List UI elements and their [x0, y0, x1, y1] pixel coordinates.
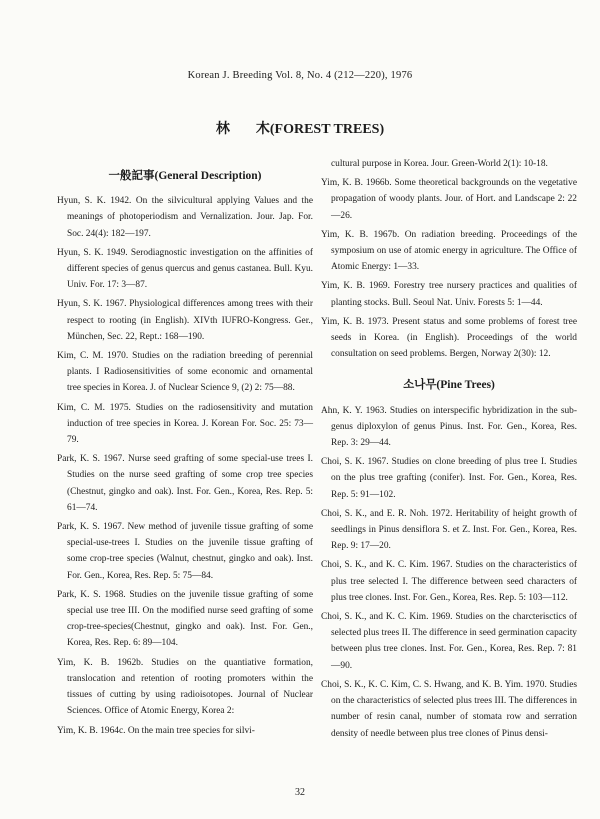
reference-continuation: cultural purpose in Korea. Jour. Green-World 2(1): 10-18. — [331, 159, 548, 169]
section-title-hanja: 林 — [215, 122, 230, 137]
reference-entry: Choi, S. K., and K. C. Kim. 1967. Studies on the characteristics of plus tree selected I. The difference between seed characters of plus tree clones. Inst. For. Gen., Korea, Res. Rep. 5: 103—112. — [321, 560, 577, 603]
reference-entry: Yim, K. B. 1966b. Some theoretical backgrounds on the vegetative propagation of woody plants. Jour. of Hort. and Landscape 2: 22—26. — [321, 178, 577, 221]
reference-entry: Yim, K. B. 1973. Present status and some problems of forest tree seeds in Korea. (in English). Proceedings of the world consultation on seed problems. Bergen, Norway 2(30): 12. — [321, 316, 577, 360]
general-description-heading: 一般記事(General Description) — [108, 170, 262, 182]
reference-entry: Hyun, S. K. 1942. On the silvicultural applying Values and the meanings of photoperiodism and Vernalization. Jour. Jap. For. Soc. 24(4): 182—197. — [57, 196, 313, 239]
reference-entry: Choi, S. K., and K. C. Kim. 1969. Studies on the charcterisctics of selected plus trees II. The difference in seed germination capacity between plus tree clones. Inst. For. Gen., Korea, Res. Rep. 7: 81—90. — [321, 612, 577, 671]
section-title — [0, 118, 600, 138]
reference-entry: Choi, S. K., and E. R. Noh. 1972. Heritability of height growth of seedlings in Pinus densiflora S. et Z. Inst. For. Gen., Korea, Res. Rep. 9: 17—20. — [321, 508, 577, 552]
reference-entry: Hyun, S. K. 1967. Physiological differences among trees with their respect to rooting (in English). XIVth IUFRO-Kongress. Ger., München, Sec. 22, Rept.: 168—190. — [57, 299, 313, 342]
reference-entry: Ahn, K. Y. 1963. Studies on interspecific hybridization in the sub-genus diploxylon of genus Pinus. Inst. For. Gen., Korea, Res. Rep. 3: 29—44. — [321, 405, 577, 449]
running-head: Korean J. Breeding Vol. 8, No. 4 (212—220), 1976 — [187, 70, 413, 81]
reference-entry: Park, K. S. 1968. Studies on the juvenile tissue grafting of some special use tree III. On the modified nurse seed grafting of some crop-tree-species(Chestnut, gingko and oak). Inst. For. Gen., Korea, Res. Rep. 6: 89—104. — [57, 589, 313, 649]
page-number: 32 — [295, 787, 305, 798]
reference-entry: Yim, K. B. 1962b. Studies on the quantiative formation, translocation and retention of rooting promoters within the tissues of cutting by using radioisotopes. Journal of Nuclear Sciences. Office of Atomic Energy, Korea 2: — [57, 657, 313, 717]
reference-entry: Park, K. S. 1967. Nurse seed grafting of some special-use trees I. Studies on the nurse seed grafting of some crop tree species (Chestnut, gingko and oak). Inst. For. Gen., Korea, Res. Rep. 5: 61—74. — [57, 454, 313, 513]
reference-entry: Yim, K. B. 1967b. On radiation breeding. Proceedings of the symposium on use of atomic energy in agriculture. The Office of Atomic Energy: 1—33. — [321, 229, 577, 273]
reference-entry: Choi, S. K. 1967. Studies on clone breeding of plus tree I. Studies on the plus tree grafting (conifer). Inst. For. Gen., Korea, Res. Rep. 5: 91—102. — [321, 457, 577, 500]
right-column — [321, 156, 577, 745]
reference-entry: Kim, C. M. 1970. Studies on the radiation breeding of perennial plants. I Radiosensitivities of some economic and ornamental tree species in Korea. J. of Nuclear Science 9, (2) 2: 75—88. — [57, 351, 313, 394]
left-column — [57, 168, 313, 742]
section-title-text: 木(FOREST TREES) — [255, 122, 385, 137]
reference-entry: Yim, K. B. 1969. Forestry tree nursery practices and qualities of planting stocks. Bull. Seoul Nat. Univ. Forests 5: 1—44. — [321, 281, 577, 308]
reference-entry: Hyun, S. K. 1949. Serodiagnostic investigation on the affinities of different species of genus quercus and genus castanea. Bull. Kyu. Univ. For. 17: 3—87. — [57, 247, 313, 291]
reference-entry: Choi, S. K., K. C. Kim, C. S. Hwang, and K. B. Yim. 1970. Studies on the characteristics of selected plus trees III. The differences in number of resin canal, number of stomata row and serration density of needle between plus tree clones of Pinus densi- — [321, 679, 577, 739]
reference-entry: Kim, C. M. 1975. Studies on the radiosensitivity and mutation induction of tree species in Korea. J. Korean For. Soc. 25: 73—79. — [57, 402, 313, 446]
pine-trees-heading: 소나무(Pine Trees) — [403, 379, 495, 392]
reference-entry: Yim, K. B. 1964c. On the main tree species for silvi- — [57, 725, 255, 736]
reference-entry: Park, K. S. 1967. New method of juvenile tissue grafting of some special-use-trees I. Studies on the juvenile tissue grafting of some crop-tree species (Walnut, chestnut, gingko and oak). Inst. For. Gen., Korea, Res. Rep. 5: 75—84. — [57, 522, 313, 581]
